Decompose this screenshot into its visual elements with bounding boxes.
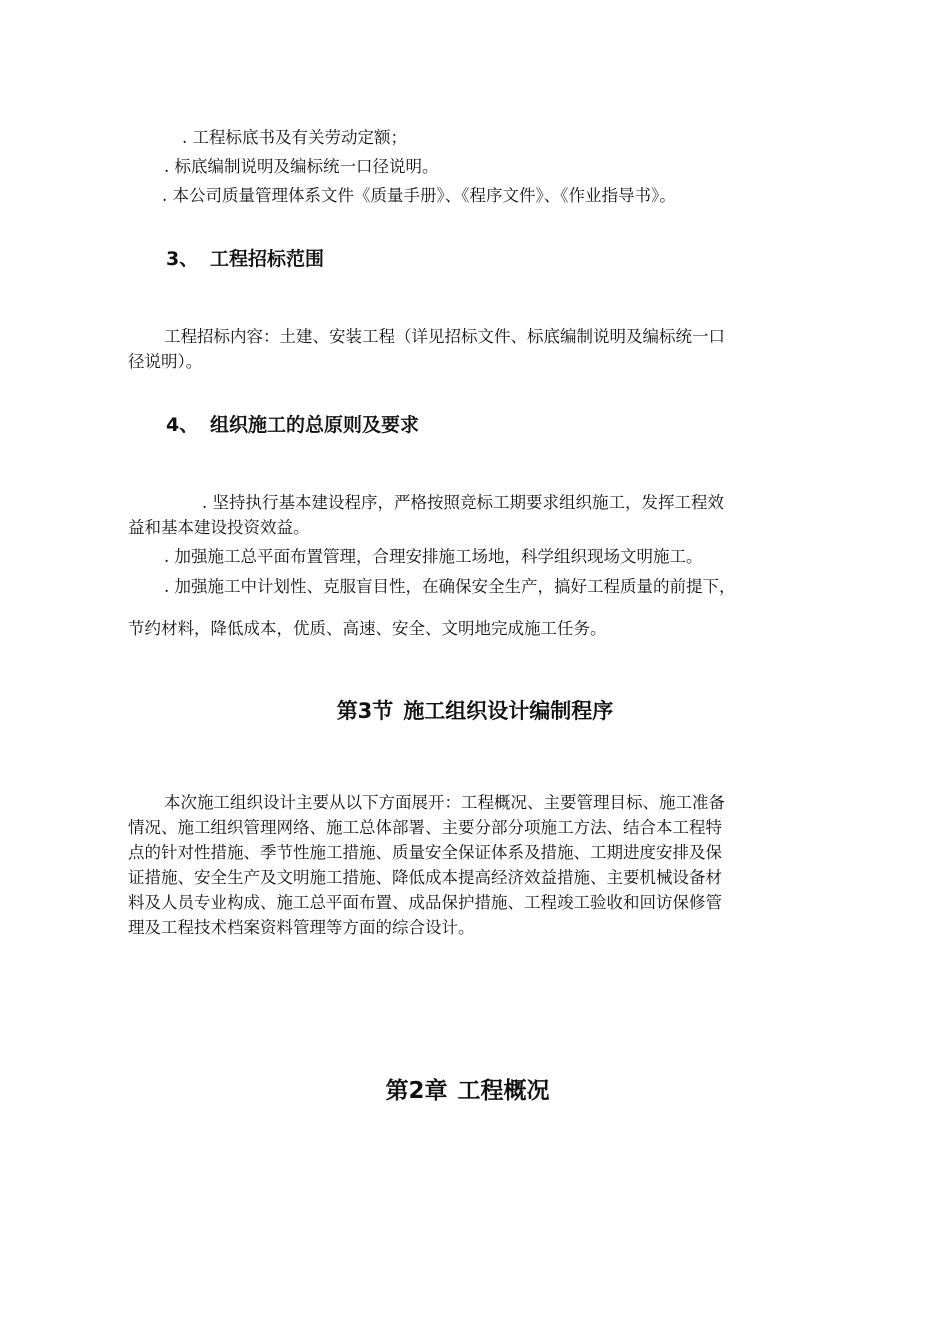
section-4-line-5: 节约材料，降低成本，优质、高速、安全、文明地完成施工任务。 [128, 619, 607, 638]
section-3-para-line-2: 径说明）。 [128, 352, 203, 371]
heading-chapter-2-number: 第2章 [385, 1078, 448, 1104]
section-4-line-4: . 加强施工中计划性、克服盲目性，在确保安全生产，搞好工程质量的前提下， [164, 577, 736, 596]
heading-chapter-2-title: 工程概况 [457, 1078, 550, 1104]
program-para-line-2: 情况、施工组织管理网络、施工总体部署、主要分部分项施工方法、结合本工程特 [128, 818, 722, 837]
heading-section-4-title: 组织施工的总原则及要求 [210, 414, 420, 436]
program-para-line-5: 料及人员专业构成、施工总平面布置、成品保护措施、工程竣工验收和回访保修管 [128, 893, 722, 912]
program-para-line-3: 点的针对性措施、季节性施工措施、质量安全保证体系及措施、工期进度安排及保 [128, 843, 722, 862]
heading-chapter-2 [0, 1076, 935, 1106]
heading-section-4 [166, 413, 419, 437]
basis-item-3: . 本公司质量管理体系文件《质量手册》、《程序文件》、《作业指导书》。 [162, 186, 676, 205]
heading-section-node-3-number: 第3节 [336, 699, 394, 723]
program-para-line-4: 证措施、安全生产及文明施工措施、降低成本提高经济效益措施、主要机械设备材 [128, 868, 722, 887]
program-para-line-6: 理及工程技术档案资料管理等方面的综合设计。 [128, 918, 475, 937]
heading-section-node-3 [0, 697, 950, 725]
section-4-line-3: . 加强施工总平面布置管理，合理安排施工场地，科学组织现场文明施工。 [164, 547, 703, 566]
heading-section-3-number: 3、 [166, 248, 199, 270]
heading-section-3 [166, 247, 324, 271]
heading-section-3-title: 工程招标范围 [210, 248, 325, 270]
section-4-line-1: . 坚持执行基本建设程序，严格按照竞标工期要求组织施工，发挥工程效 [202, 493, 724, 512]
basis-item-2: . 标底编制说明及编标统一口径说明。 [164, 157, 439, 176]
program-para-line-1: 本次施工组织设计主要从以下方面展开：工程概况、主要管理目标、施工准备 [164, 793, 725, 812]
heading-section-4-number: 4、 [166, 414, 199, 436]
heading-section-node-3-title: 施工组织设计编制程序 [403, 699, 614, 723]
section-4-line-2: 益和基本建设投资效益。 [128, 518, 310, 537]
section-3-para-line-1: 工程招标内容：土建、安装工程（详见招标文件、标底编制说明及编标统一口 [164, 327, 725, 346]
basis-item-1: . 工程标底书及有关劳动定额； [182, 128, 407, 147]
